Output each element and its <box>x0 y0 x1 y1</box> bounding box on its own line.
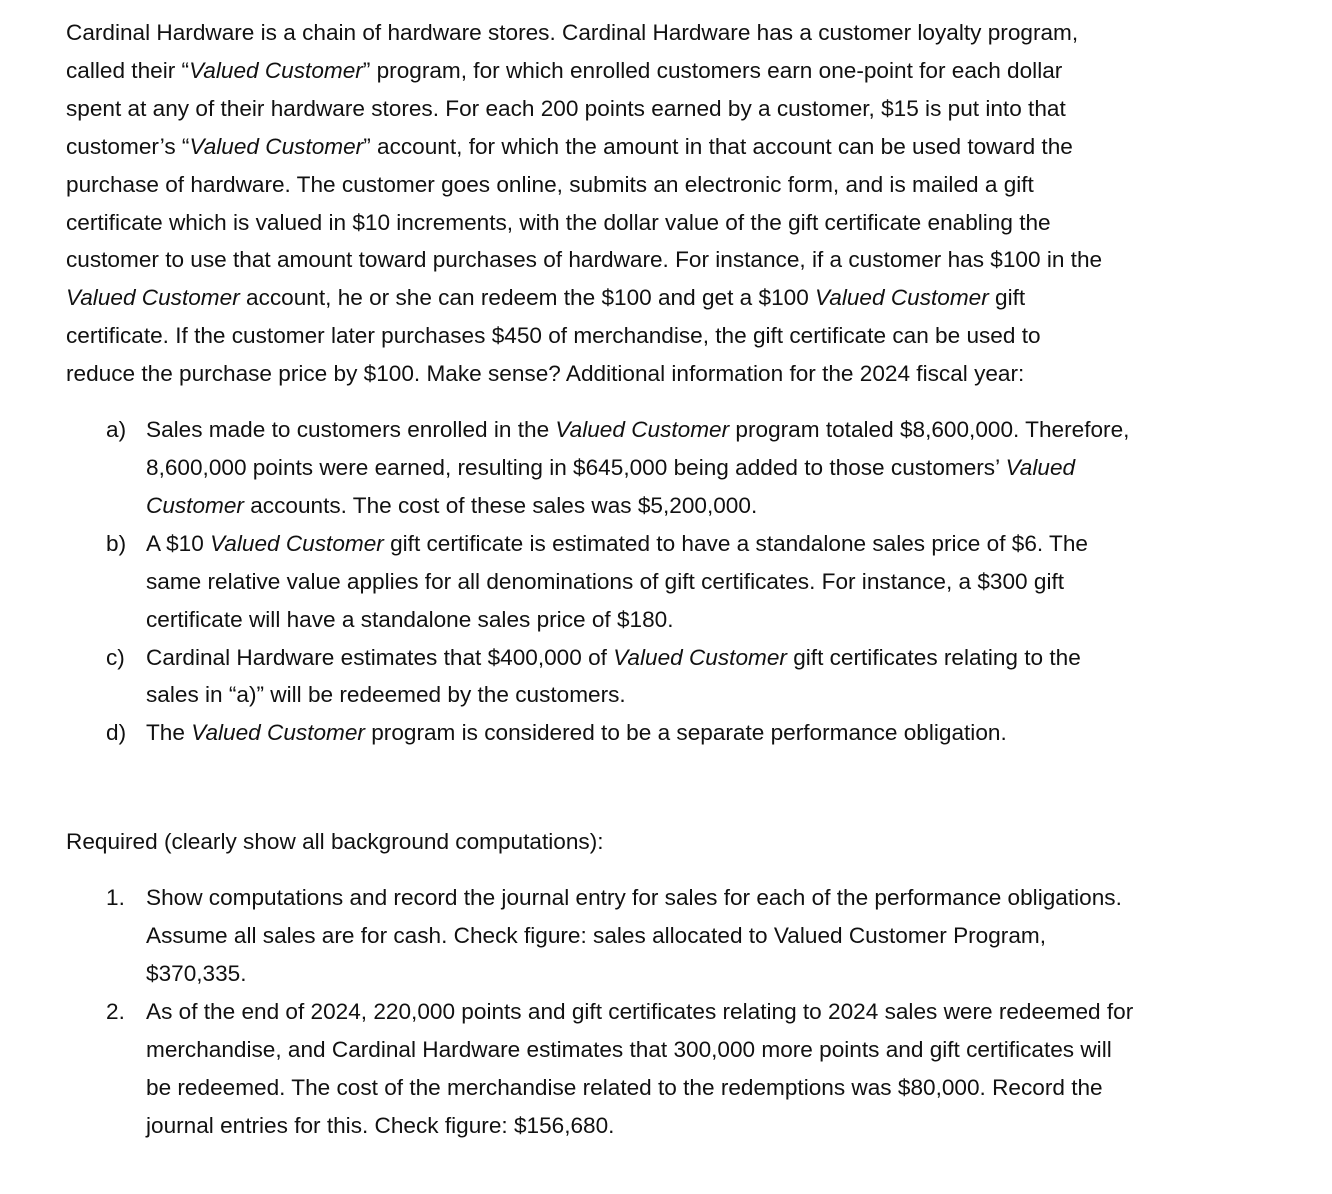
text-run: Cardinal Hardware is a chain of hardware stores. Cardinal Hardware has a customer loyalty program, <box>66 20 1079 45</box>
italic-text: Valued <box>1005 454 1076 480</box>
list-marker: a) <box>106 417 127 443</box>
text-run: program is considered to be a separate performance obligation. <box>364 720 1007 746</box>
text-line <box>66 90 1281 128</box>
italic-text: Valued Customer <box>555 417 730 443</box>
list-item-d <box>66 714 1281 752</box>
text-run: spent at any of their hardware stores. For each 200 points earned by a customer, $15 is put into that <box>66 95 1066 121</box>
text-run: customer to use that amount toward purchases of hardware. For instance, if a customer has $100 in the <box>66 247 1103 273</box>
text-line <box>66 166 1281 204</box>
text-run: purchase of hardware. The customer goes online, submits an electronic form, and is mailed a gift <box>66 171 1034 197</box>
text-run: same relative value applies for all denominations of gift certificates. For instance, a $300 gift <box>146 568 1065 594</box>
text-line <box>146 601 1281 639</box>
intro-paragraph <box>66 14 1281 393</box>
text-line <box>146 879 1281 917</box>
italic-text: Valued Customer <box>66 285 240 311</box>
text-run: program totaled $8,600,000. Therefore, <box>729 417 1130 443</box>
text-run: ” account, for which the amount in that account can be used toward the <box>363 133 1073 159</box>
text-line <box>66 204 1281 242</box>
text-line <box>66 279 1281 317</box>
text-line <box>66 241 1281 279</box>
text-line <box>146 955 1281 993</box>
text-run: merchandise, and Cardinal Hardware estimates that 300,000 more points and gift certificates will <box>146 1036 1112 1062</box>
text-line <box>66 317 1281 355</box>
list-marker: 1. <box>106 885 125 911</box>
text-run: account, he or she can redeem the $100 and get a $100 <box>239 285 816 311</box>
text-line <box>146 917 1281 955</box>
text-line <box>146 639 1281 677</box>
text-line <box>146 487 1281 525</box>
text-line <box>146 993 1281 1031</box>
italic-text: Valued Customer <box>815 285 989 311</box>
required-item-2 <box>66 993 1281 1145</box>
text-run: journal entries for this. Check figure: $156,680. <box>146 1112 615 1138</box>
additional-info-list <box>66 411 1281 752</box>
text-run: customer’s “ <box>66 133 190 159</box>
required-heading: Required (clearly show all background computations): <box>66 829 604 855</box>
text-line <box>66 52 1281 90</box>
list-item-b <box>66 525 1281 639</box>
text-run: gift <box>988 285 1026 311</box>
text-run: As of the end of 2024, 220,000 points and gift certificates relating to 2024 sales were redeemed for <box>146 998 1134 1024</box>
italic-text: Valued Customer <box>189 133 364 159</box>
text-run: Cardinal Hardware estimates that $400,000 of <box>146 644 614 670</box>
text-run: $370,335. <box>146 960 247 986</box>
italic-text: Valued Customer <box>189 57 363 83</box>
text-line <box>146 563 1281 601</box>
text-line <box>146 714 1281 752</box>
text-run: certificate. If the customer later purchases $450 of merchandise, the gift certificate can be used to <box>66 323 1041 349</box>
text-run: A $10 <box>146 530 211 556</box>
list-item-a <box>66 411 1281 525</box>
text-run: sales in “a)” will be redeemed by the customers. <box>146 682 626 708</box>
text-run: ” program, for which enrolled customers earn one-point for each dollar <box>362 57 1063 83</box>
text-run: be redeemed. The cost of the merchandise related to the redemptions was $80,000. Record the <box>146 1074 1103 1100</box>
text-line <box>146 411 1281 449</box>
text-run: Show computations and record the journal entry for sales for each of the performance obligations. <box>146 885 1122 911</box>
text-run: 8,600,000 points were earned, resulting in $645,000 being added to those customers’ <box>146 454 1006 480</box>
list-marker: 2. <box>106 998 125 1024</box>
text-line <box>146 1031 1281 1069</box>
text-run: reduce the purchase price by $100. Make sense? Additional information for the 2024 fiscal year: <box>66 361 1025 387</box>
text-run: Assume all sales are for cash. Check figure: sales allocated to Valued Customer Program, <box>146 923 1046 949</box>
text-run: gift certificate is estimated to have a standalone sales price of $6. The <box>383 530 1088 556</box>
italic-text: Valued Customer <box>210 530 384 556</box>
required-item-1 <box>66 879 1281 993</box>
italic-text: Valued Customer <box>613 644 787 670</box>
list-item-c <box>66 639 1281 715</box>
text-run: certificate will have a standalone sales price of $180. <box>146 606 674 632</box>
list-marker: b) <box>106 530 127 556</box>
required-list <box>66 879 1281 1144</box>
list-marker: c) <box>106 644 125 670</box>
text-line <box>146 1107 1281 1145</box>
document-page <box>66 14 1281 1144</box>
text-line <box>66 355 1281 393</box>
text-line <box>146 525 1281 563</box>
text-line <box>146 449 1281 487</box>
text-line <box>66 14 1281 52</box>
text-line <box>66 128 1281 166</box>
italic-text: Valued Customer <box>191 720 365 746</box>
text-run: called their “ <box>66 57 190 83</box>
text-run: gift certificates relating to the <box>786 644 1081 670</box>
list-marker: d) <box>106 720 127 746</box>
text-run: Sales made to customers enrolled in the <box>146 417 556 443</box>
text-run: accounts. The cost of these sales was $5,200,000. <box>243 492 758 518</box>
text-line <box>146 1069 1281 1107</box>
text-line <box>146 676 1281 714</box>
italic-text: Customer <box>146 492 244 518</box>
text-run: The <box>146 720 192 746</box>
text-run: certificate which is valued in $10 increments, with the dollar value of the gift certificate enabling the <box>66 209 1051 235</box>
